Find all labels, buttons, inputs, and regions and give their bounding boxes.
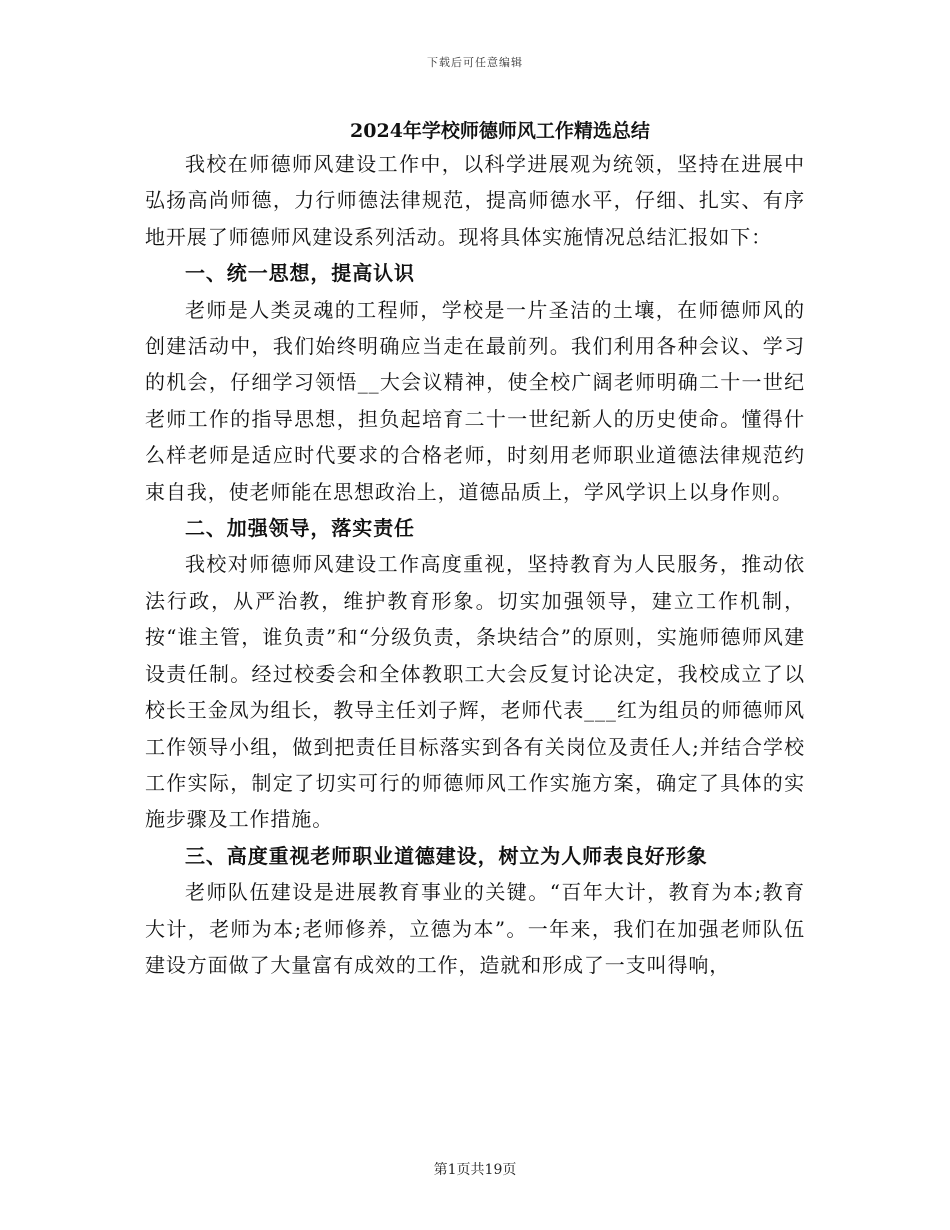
document-title: 2024年学校师德师风工作精选总结: [350, 120, 650, 142]
section-2-paragraph: 我校对师德师风建设工作高度重视，坚持教育为人民服务，推动依法行政，从严治教，维护教育形象。切实加强领导，建立工作机制，按“谁主管，谁负责”和“分级负责，条块结合”的原则，实施师德师风建设责任制。经过校委会和全体教职工大会反复讨论决定，我校成立了以校长王金凤为组长，教导主任刘子辉，老师代表___红为组员的师德师风工作领导小组，做到把责任目标落实到各有关岗位及责任人;并结合学校工作实际，制定了切实可行的师德师风工作实施方案，确定了具体的实施步骤及工作措施。: [145, 552, 805, 832]
document-body: [145, 146, 805, 983]
section-1-paragraph: 老师是人类灵魂的工程师，学校是一片圣洁的土壤，在师德师风的创建活动中，我们始终明确应当走在最前列。我们利用各种会议、学习的机会，仔细学习领悟__大会议精神，使全校广阔老师明确二十一世纪老师工作的指导思想，担负起培育二十一世纪新人的历史使命。懂得什么样老师是适应时代要求的合格老师，时刻用老师职业道德法律规范约束自我，使老师能在思想政治上，道德品质上，学风学识上以身作则。: [145, 297, 805, 504]
section-3-paragraph: 老师队伍建设是进展教育事业的关键。“百年大计，教育为本;教育大计，老师为本;老师修养，立德为本”。一年来，我们在加强老师队伍建设方面做了大量富有成效的工作，造就和形成了一支叫得响，: [145, 880, 805, 977]
section-heading-3: 三、高度重视老师职业道德建设，树立为人师表良好形象: [185, 843, 708, 868]
intro-paragraph: 我校在师德师风建设工作中，以科学进展观为统领，坚持在进展中弘扬高尚师德，力行师德法律规范，提高师德水平，仔细、扎实、有序地开展了师德师风建设系列活动。现将具体实施情况总结汇报如下：: [145, 152, 805, 249]
page-header-note: 下载后可任意编辑: [427, 56, 523, 69]
section-heading-2: 二、加强领导，落实责任: [185, 516, 415, 541]
page-footer: 第1页共19页: [433, 1162, 517, 1178]
section-heading-1: 一、统一思想，提高认识: [185, 261, 415, 286]
